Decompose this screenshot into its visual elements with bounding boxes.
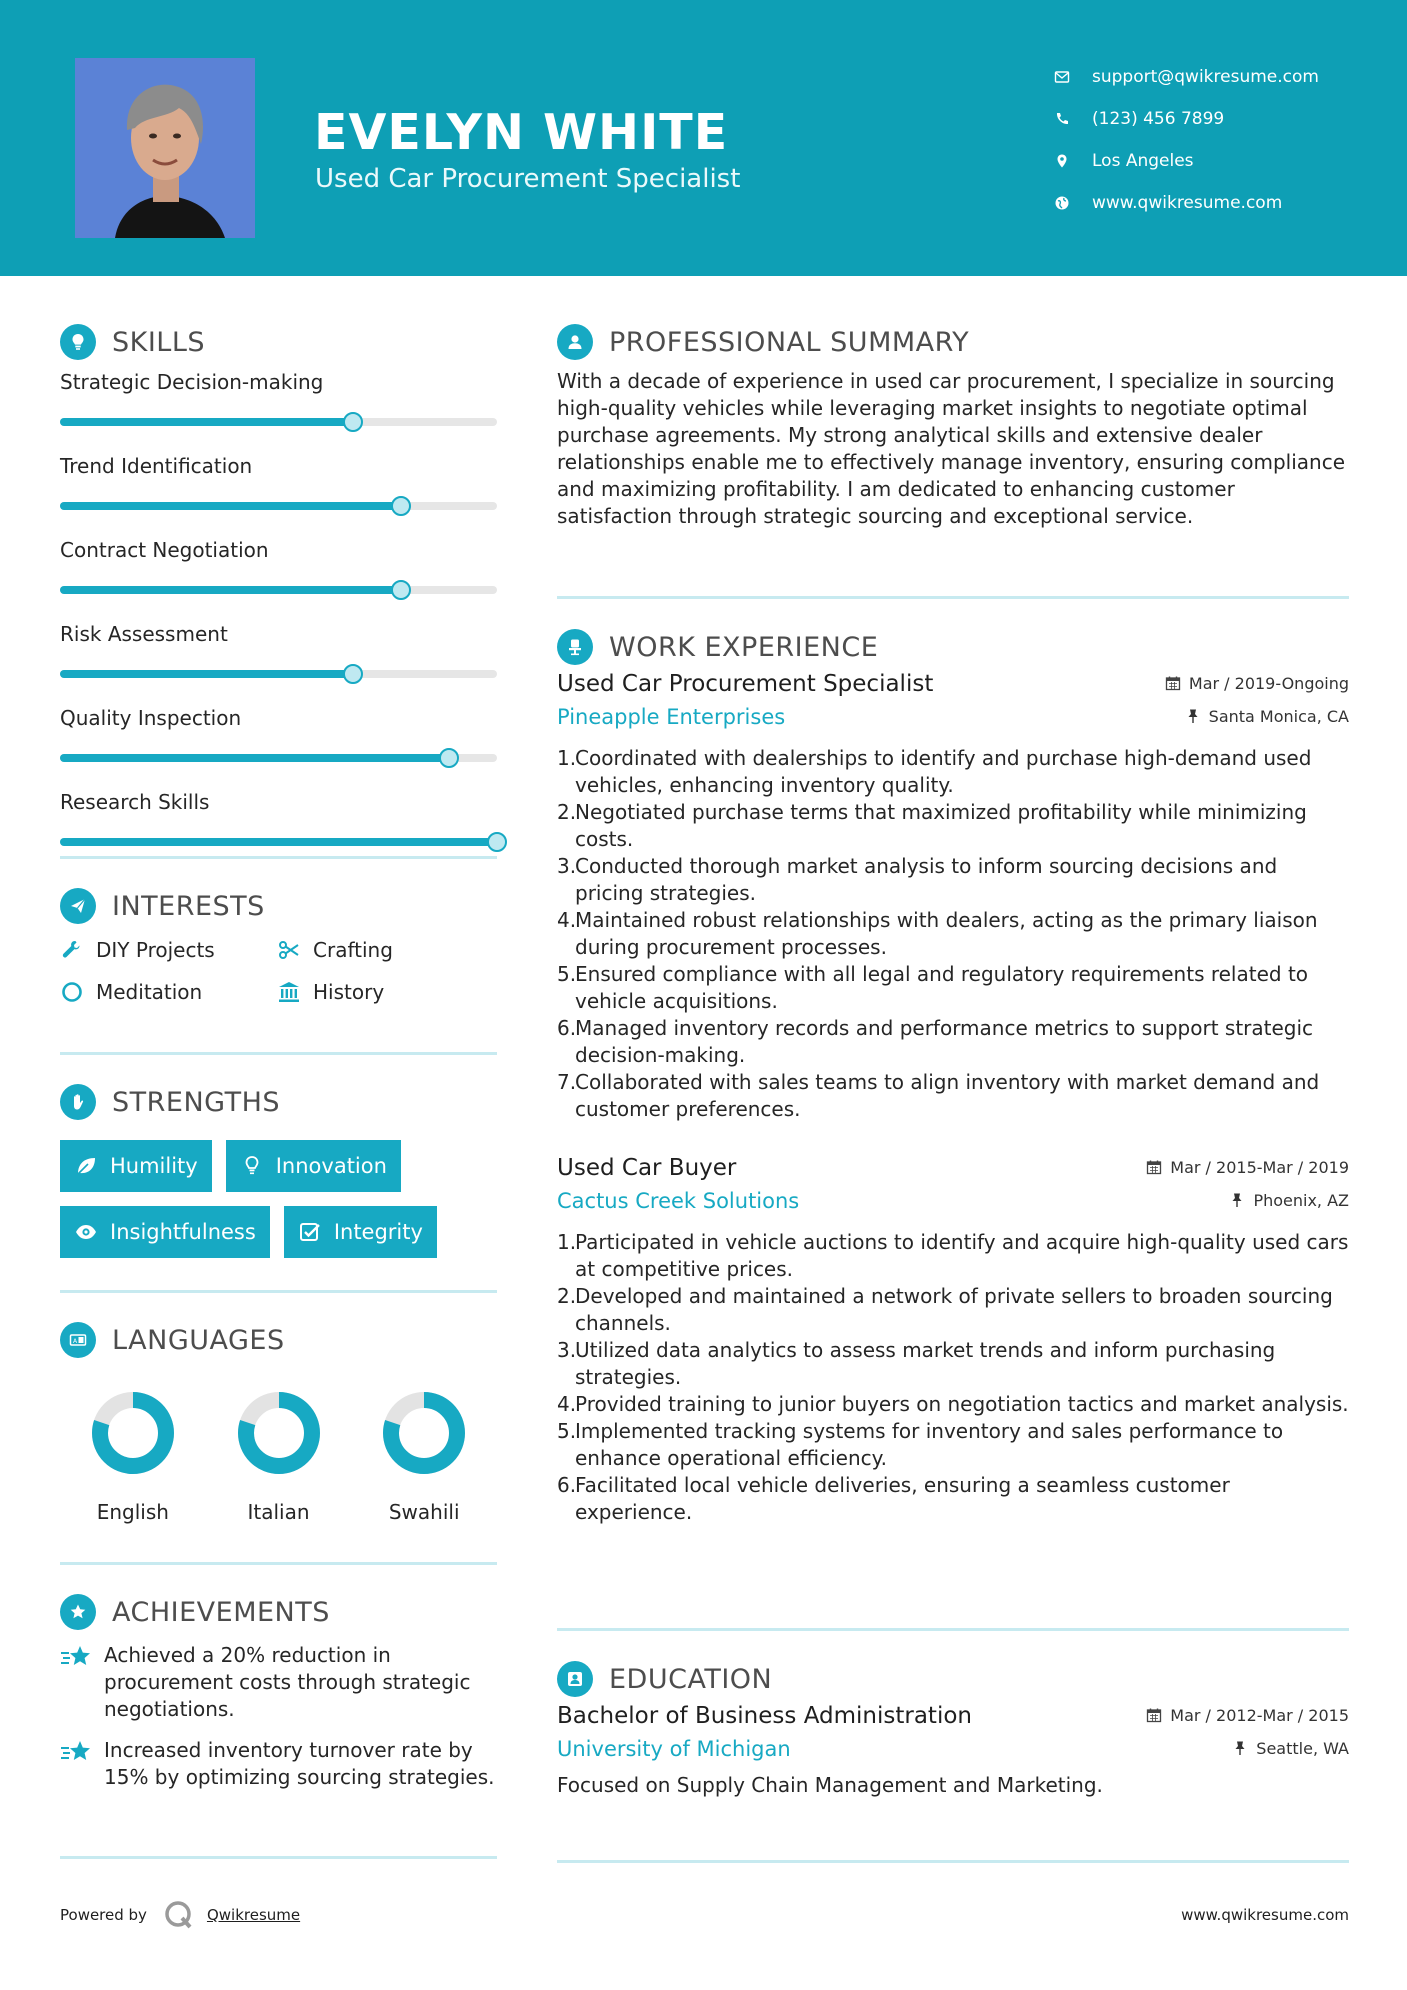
section-divider (557, 596, 1349, 599)
globe-icon (1054, 195, 1092, 211)
skill-bar-knob (343, 412, 363, 432)
interest-label: Crafting (313, 938, 393, 962)
skill-item (60, 790, 497, 846)
interests-section (60, 886, 497, 1004)
strength-badge (60, 1140, 212, 1192)
skill-label: Research Skills (60, 790, 210, 814)
skill-bar-knob (439, 748, 459, 768)
job-company: Cactus Creek Solutions (557, 1189, 800, 1213)
phone-icon (1054, 111, 1092, 127)
languages-section (60, 1320, 497, 1524)
skill-label: Trend Identification (60, 454, 253, 478)
strengths-list (60, 1140, 497, 1258)
bullet-text: Ensured compliance with all legal and regulatory requirements related to vehicle acquisitions. (575, 962, 1309, 1013)
skill-bar-fill (60, 502, 401, 510)
calendar-icon (1165, 675, 1181, 691)
skill-item (60, 454, 497, 510)
language-label: Italian (247, 1500, 310, 1524)
strengths-title: STRENGTHS (112, 1086, 281, 1118)
list-item: 4. Provided training to junior buyers on negotiation tactics and market analysis. (557, 1392, 1349, 1416)
list-item: 6. Managed inventory records and performance metrics to support strategic decision-making. (557, 1015, 1349, 1069)
scissors-icon (277, 938, 301, 962)
languages-heading (60, 1320, 497, 1360)
job-entry (557, 671, 1349, 1123)
job-location-text: Phoenix, AZ (1253, 1190, 1349, 1210)
skill-bar (60, 754, 497, 762)
education-date (1146, 1706, 1349, 1725)
resume-header (0, 0, 1407, 276)
strengths-section (60, 1082, 497, 1258)
job-date (1165, 674, 1349, 693)
profile-photo (75, 58, 255, 238)
education-location-text: Seattle, WA (1256, 1738, 1349, 1758)
language-item (60, 1388, 206, 1524)
interests-title: INTERESTS (112, 890, 265, 922)
contact-location (1054, 140, 1384, 182)
language-donut (234, 1388, 324, 1478)
interest-label: Meditation (96, 980, 203, 1004)
qwikresume-logo-icon (163, 1899, 195, 1931)
skills-heading (60, 322, 497, 362)
skill-bar (60, 418, 497, 426)
calendar-icon (1146, 1159, 1162, 1175)
list-item: 5. Implemented tracking systems for inventory and sales performance to enhance operational efficiency. (557, 1418, 1349, 1472)
job-location (1229, 1191, 1349, 1210)
interests-list (60, 938, 497, 1004)
hand-icon (60, 1084, 96, 1120)
achievement-item (60, 1737, 497, 1791)
education-title: EDUCATION (609, 1663, 773, 1695)
qwikresume-link[interactable]: Qwikresume (206, 1906, 301, 1924)
museum-icon (277, 980, 301, 1004)
language-label: English (96, 1500, 169, 1524)
list-item: 3. Utilized data analytics to assess market trends and inform purchasing strategies. (557, 1337, 1349, 1391)
skill-item (60, 370, 497, 426)
footer-powered-by (60, 1899, 300, 1931)
education-header-row (557, 1703, 1349, 1729)
education-description: Focused on Supply Chain Management and Marketing. (557, 1773, 1103, 1797)
skill-item (60, 538, 497, 594)
check-square-icon (298, 1220, 322, 1244)
list-item: 4. Maintained robust relationships with dealers, acting as the primary liaison during procurement processes. (557, 907, 1349, 961)
section-divider (60, 1562, 497, 1565)
list-item: 1. Participated in vehicle auctions to identify and acquire high-quality used cars at competitive prices. (557, 1230, 1349, 1281)
list-item: 2. Negotiated purchase terms that maximized profitability while minimizing costs. (557, 799, 1349, 853)
experience-title: WORK EXPERIENCE (609, 631, 879, 663)
achievements-section (60, 1592, 497, 1791)
skill-bar-fill (60, 586, 401, 594)
list-item: 2. Developed and maintained a network of private sellers to broaden sourcing channels. (557, 1283, 1349, 1337)
pin-icon (1232, 1740, 1248, 1756)
job-date (1146, 1158, 1349, 1177)
education-location (1232, 1739, 1349, 1758)
languages-list (60, 1388, 497, 1524)
bullet-text: Provided training to junior buyers on negotiation tactics and market analysis. (575, 1392, 1349, 1416)
job-date-text: Mar / 2019-Ongoing (1188, 673, 1349, 693)
pin-icon (1185, 708, 1201, 724)
strength-label: Integrity (333, 1220, 423, 1244)
interest-item (60, 980, 277, 1004)
education-section (557, 1659, 1349, 1797)
skill-bar (60, 502, 497, 510)
interest-item (277, 980, 477, 1004)
skill-item (60, 622, 497, 678)
job-entry (557, 1155, 1349, 1526)
user-icon (557, 324, 593, 360)
map-marker-icon (1054, 153, 1092, 169)
language-item (206, 1388, 352, 1524)
education-heading (557, 1659, 1349, 1699)
achievement-text: Achieved a 20% reduction in procurement costs through strategic negotiations. (104, 1643, 471, 1721)
bullet-text: Facilitated local vehicle deliveries, ensuring a seamless customer experience. (575, 1473, 1230, 1524)
education-school: University of Michigan (557, 1737, 791, 1761)
bullet-text: Implemented tracking systems for inventory and sales performance to enhance operational efficiency. (575, 1419, 1284, 1470)
strength-label: Humility (110, 1154, 198, 1178)
strength-badge (226, 1140, 401, 1192)
contact-info (1054, 56, 1384, 224)
list-item: 3. Conducted thorough market analysis to inform sourcing decisions and pricing strategies. (557, 853, 1349, 907)
job-header-row (557, 1155, 1349, 1181)
bullet-text: Utilized data analytics to assess market trends and inform purchasing strategies. (575, 1338, 1276, 1389)
contact-location-text: Los Angeles (1092, 151, 1194, 171)
skill-bar (60, 838, 497, 846)
job-role: Used Car Procurement Specialist (557, 671, 934, 697)
strength-badge (60, 1206, 270, 1258)
wrench-icon (60, 938, 84, 962)
leaf-icon (74, 1154, 98, 1178)
bullet-text: Managed inventory records and performance metrics to support strategic decision-making. (575, 1016, 1314, 1067)
graduate-icon (557, 1661, 593, 1697)
job-company-row (557, 1189, 1349, 1213)
job-date-text: Mar / 2015-Mar / 2019 (1170, 1157, 1349, 1177)
contact-phone (1054, 98, 1384, 140)
envelope-icon (1054, 69, 1092, 85)
education-school-row (557, 1737, 1349, 1761)
section-divider (557, 1860, 1349, 1863)
job-location-text: Santa Monica, CA (1208, 706, 1349, 726)
summary-title: PROFESSIONAL SUMMARY (609, 326, 970, 358)
chair-icon (557, 629, 593, 665)
lightbulb-icon (240, 1154, 264, 1178)
section-divider (60, 856, 497, 859)
footer-website[interactable]: www.qwikresume.com (1181, 1906, 1349, 1924)
right-column (557, 322, 1349, 530)
star-icon (60, 1644, 94, 1672)
languages-title: LANGUAGES (112, 1324, 285, 1356)
contact-email-text: support@qwikresume.com (1092, 67, 1319, 87)
education-degree: Bachelor of Business Administration (557, 1703, 972, 1729)
lightbulb-icon (60, 324, 96, 360)
skill-bar-fill (60, 670, 353, 678)
strength-label: Innovation (275, 1154, 387, 1178)
summary-heading (557, 322, 1349, 362)
interest-label: History (313, 980, 385, 1004)
bullet-text: Conducted thorough market analysis to inform sourcing decisions and pricing strategies. (575, 854, 1278, 905)
experience-heading (557, 627, 1349, 667)
skill-bar (60, 586, 497, 594)
summary-text: With a decade of experience in used car procurement, I specialize in sourcing high-quality vehicles while leveraging market insights to negotiate optimal purchase agreements. My strong analytical skills and extensive dealer relationships enable me to effectively manage inventory, ensuring compliance and maximizing profitability. I am dedicated to enhancing customer satisfaction through strategic sourcing and exceptional service. (557, 369, 1346, 528)
bullet-text: Maintained robust relationships with dealers, acting as the primary liaison during procurement processes. (575, 908, 1318, 959)
profile-photo-image (75, 58, 255, 238)
skill-bar-fill (60, 754, 449, 762)
bullet-text: Developed and maintained a network of private sellers to broaden sourcing channels. (575, 1284, 1333, 1335)
skill-label: Strategic Decision-making (60, 370, 324, 394)
star-icon (60, 1739, 94, 1767)
pin-icon (1229, 1192, 1245, 1208)
skill-bar-knob (487, 832, 507, 852)
job-header-row (557, 671, 1349, 697)
education-date-text: Mar / 2012-Mar / 2015 (1170, 1705, 1349, 1725)
experience-section (557, 627, 1349, 1526)
skill-bar-knob (391, 496, 411, 516)
skill-bar-knob (343, 664, 363, 684)
job-company-row (557, 705, 1349, 729)
achievement-text: Increased inventory turnover rate by 15% by optimizing sourcing strategies. (104, 1738, 495, 1789)
strength-badge (284, 1206, 437, 1258)
contact-email[interactable] (1054, 56, 1384, 98)
skill-item (60, 706, 497, 762)
candidate-name: EVELYN WHITE (314, 104, 729, 161)
skill-bar-fill (60, 418, 353, 426)
achievement-item (60, 1642, 497, 1723)
bullet-text: Participated in vehicle auctions to identify and acquire high-quality used cars at competitive prices. (575, 1230, 1349, 1281)
circle-icon (60, 980, 84, 1004)
section-divider (60, 1856, 497, 1859)
skills-list (60, 370, 497, 846)
achievements-heading (60, 1592, 497, 1632)
skill-bar-knob (391, 580, 411, 600)
star-badge-icon (60, 1594, 96, 1630)
section-divider (60, 1290, 497, 1293)
job-company: Pineapple Enterprises (557, 705, 786, 729)
list-item: 6. Facilitated local vehicle deliveries, ensuring a seamless customer experience. (557, 1472, 1349, 1526)
bullet-text: Coordinated with dealerships to identify and purchase high-demand used vehicles, enhancing inventory quality. (575, 746, 1312, 797)
calendar-icon (1146, 1707, 1162, 1723)
list-item: 1. Coordinated with dealerships to identify and purchase high-demand used vehicles, enhancing inventory quality. (557, 745, 1349, 799)
section-divider (60, 1052, 497, 1055)
skill-bar-fill (60, 838, 497, 846)
skill-label: Risk Assessment (60, 622, 228, 646)
skill-bar (60, 670, 497, 678)
list-item: 5. Ensured compliance with all legal and regulatory requirements related to vehicle acquisitions. (557, 961, 1349, 1015)
svg-text:A: A (73, 1338, 78, 1345)
job-role: Used Car Buyer (557, 1155, 737, 1181)
interest-item (60, 938, 277, 962)
job-location (1185, 707, 1349, 726)
bullet-text: Negotiated purchase terms that maximized profitability while minimizing costs. (575, 800, 1307, 851)
candidate-title: Used Car Procurement Specialist (315, 164, 741, 194)
interests-heading (60, 886, 497, 926)
strengths-heading (60, 1082, 497, 1122)
language-icon (60, 1322, 96, 1358)
language-donut (379, 1388, 469, 1478)
left-column (60, 322, 497, 874)
interest-item (277, 938, 477, 962)
contact-website[interactable] (1054, 182, 1384, 224)
contact-website-text: www.qwikresume.com (1092, 193, 1283, 213)
achievements-title: ACHIEVEMENTS (112, 1596, 330, 1628)
language-label: Swahili (388, 1500, 460, 1524)
skill-label: Contract Negotiation (60, 538, 269, 562)
eye-icon (74, 1220, 98, 1244)
list-item: 7. Collaborated with sales teams to align inventory with market demand and customer preferences. (557, 1069, 1349, 1123)
contact-phone-text: (123) 456 7899 (1092, 109, 1225, 129)
skill-label: Quality Inspection (60, 706, 242, 730)
powered-by-text: Powered by (60, 1906, 147, 1924)
language-donut (88, 1388, 178, 1478)
paper-plane-icon (60, 888, 96, 924)
job-bullets (557, 1229, 1349, 1526)
strength-label: Insightfulness (110, 1220, 256, 1244)
bullet-text: Collaborated with sales teams to align inventory with market demand and customer preferences. (575, 1070, 1320, 1121)
skills-title: SKILLS (112, 326, 206, 358)
section-divider (557, 1628, 1349, 1631)
language-item (351, 1388, 497, 1524)
interest-label: DIY Projects (96, 938, 215, 962)
job-bullets (557, 745, 1349, 1123)
